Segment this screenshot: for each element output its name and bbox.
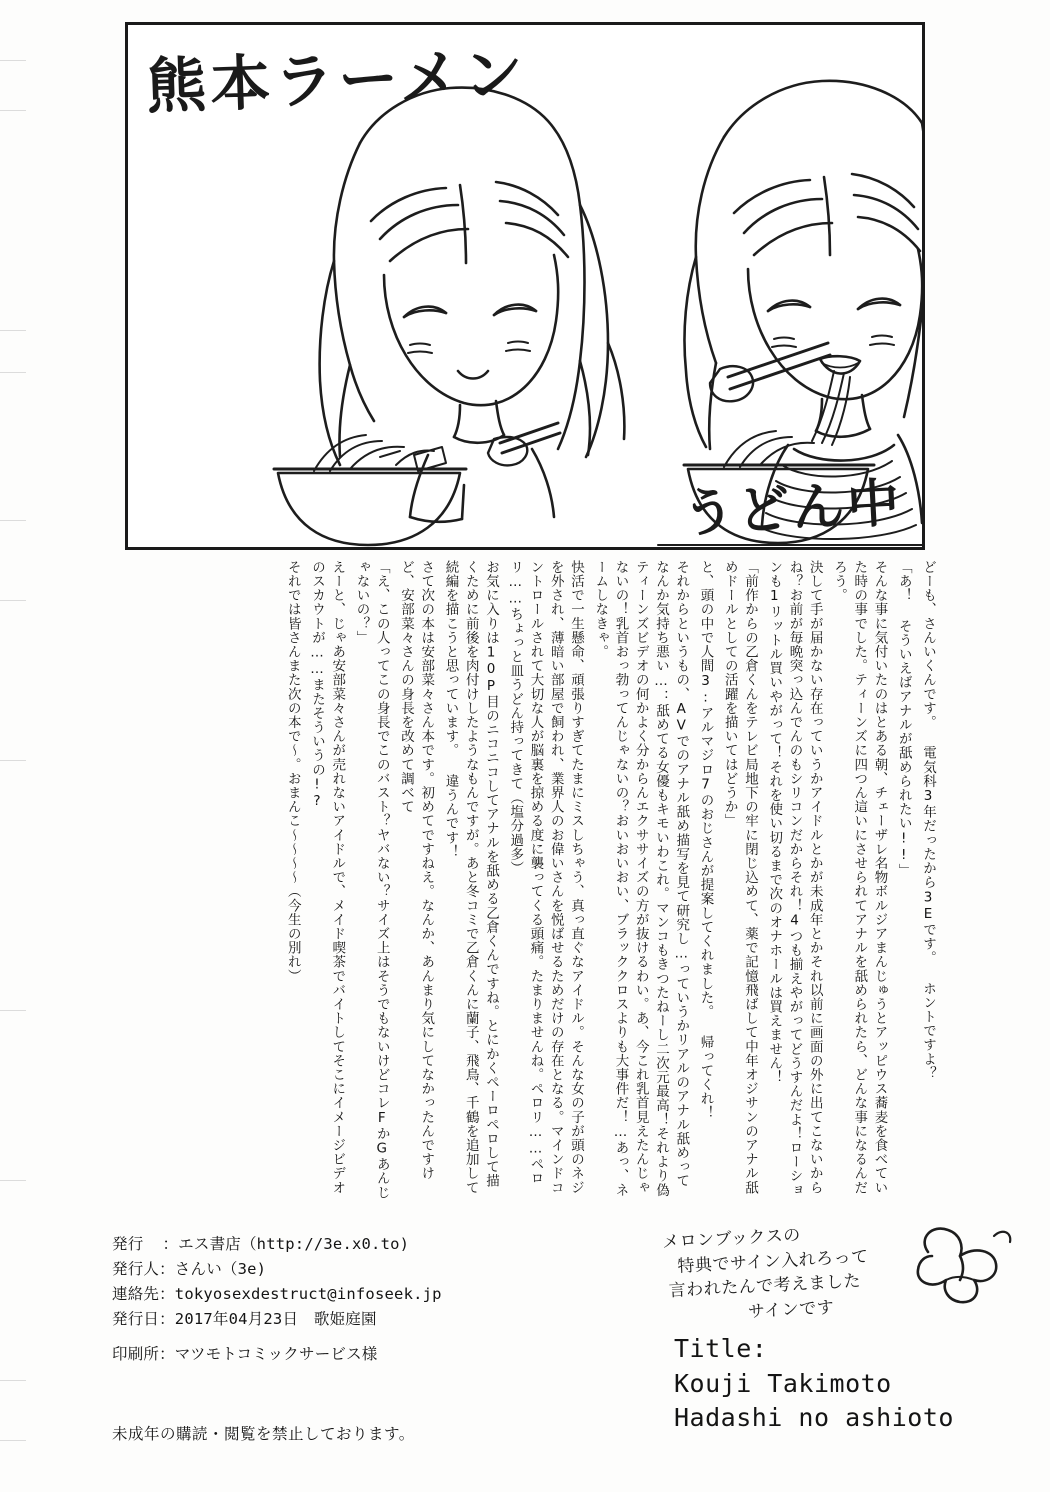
afterword-column: それからというもの、AVでのアナル舐め描写を見て研究し…っていうかリアルのアナル舐めってなんか気持ち悪い…：舐めてる女優もキモいわこれ。マンコもきつたねーし二次元最高！それより偽ティーンズビデオの何かよく分からんエクササイズの方が抜けるわい。あ、今これ乳首見えたんじゃないの！乳首おっ勃ってんじゃないの？おいおいおい、ブラッククロスよりも大事件だ！…あっ、ネームしなきゃ。 <box>592 560 690 1197</box>
work-title: Hadashi no ashioto <box>674 1403 954 1432</box>
afterword-column: 決して手が届かない存在っていうかアイドルとかが未成年とかそれ以前に画面の外に出てこないからね？お前が毎晩突っ込んでんのもシリコンだからそれ！4つも揃えやがってどうすんだよ！ローションも1リットル買いやがって！それを使い切るまで次のオナホールは買えません！ <box>766 560 823 1197</box>
signature-note-line: 言われたんで考えました <box>668 1271 862 1302</box>
signature-note-line: 特典でサイン入れろって <box>676 1246 870 1277</box>
signature-note-line: サインです <box>747 1297 835 1323</box>
afterword-column: どーも、さんいくんです。 電気科3年だったから3Eです。 ホントですよ？ <box>920 560 936 1081</box>
colophon-publish-date: 発行日：2017年04月23日 歌姫庭園 <box>112 1310 377 1329</box>
illustration-title-handwritten: 熊本ラーメン <box>145 39 529 123</box>
afterword-column: そんな事に気付いたのはとある朝、チェーザレ名物ボルジアまんじゅうとアッピウス蕎麦を食べていた時の事でした。ティーンズに四つん這いにさせられてアナルを舐められたら、どんな事になるんだろう。 <box>831 560 888 1195</box>
illustration-subtitle-handwritten: うどん中 <box>680 473 904 545</box>
colophon-printer: 印刷所：マツモトコミックサービス様 <box>112 1345 378 1364</box>
afterword-text-block <box>72 560 940 1220</box>
afterword-column: 快活で一生懸命、頑張りすぎてたまにミスしちゃう、真っ直ぐなアイドル。そんな女の子が頭のネジを外され、薄暗い部屋で飼われ、業界人のお偉いさんを悦ばせるためだけの存在となる。マインドコントロールされて大切な人が脳裏を掠める度に襲ってくる頭痛。たまりませんね。ペロリ……ペロリ……ちょっと皿うどん持ってきて（塩分過多） <box>507 560 584 1195</box>
signature-handwritten-note <box>662 1218 917 1330</box>
colophon-publisher: 発行 ：エス書店（http://3e.x0.to) <box>112 1235 410 1253</box>
afterword-column: 「前作からの乙倉くんをテレビ局地下の牢に閉じ込めて、薬で記憶飛ばして中年オジサンのアナル舐めドールとしての活躍を描いてはどうか」 <box>721 560 758 1195</box>
afterword-column: 「え、この人ってこの身長でこのバスト？ヤバない？サイズ上はそうでもないけどコレFかGあんじゃないの？」 <box>353 560 390 1200</box>
afterword-column: と、頭の中で人間3:アルマジロ7のおじさんが提案してくれました。 帰ってくれ！ <box>697 560 714 1120</box>
afterword-column: 「あ！ そういえばアナルが舐められたい!!」 <box>895 560 912 878</box>
page-edge-marks <box>0 0 30 1492</box>
afterword-column: それでは皆さんまた次の本で〜。おまんこ〜〜〜〜（今生の別れ） <box>284 560 301 983</box>
afterword-column: さて次の本は安部菜々さん本です。初めてですねえ。なんか、あんまり気にしてなかったんですけど、安部菜々さんの身長を改めて調べて <box>398 560 435 1181</box>
illustration-panel <box>125 22 925 550</box>
signature-area <box>660 1224 1020 1464</box>
author-name: Kouji Takimoto <box>674 1368 892 1398</box>
afterword-column: えーと、じゃあ安部菜々さんが売れないアイドルで、メイド喫茶でバイトしてそこにイメージビデオのスカウトが……またそういうの!? <box>309 560 346 1195</box>
signature-mark-icon <box>908 1218 1018 1308</box>
afterword-column: お気に入りは10P目のニコニコしてアナルを舐める乙倉くんですね。とにかくペーロペロして描くために前後を肉付けしたようなもんですが。あと冬コミで乙倉くんに蘭子、飛鳥、千鶴を追加して続編を描こうと思っています。 違うんです！ <box>442 560 499 1195</box>
colophon-publisher-person: 発行人：さんい（3e) <box>112 1260 267 1279</box>
signature-note-line: メロンブックスの <box>661 1225 802 1253</box>
title-block <box>674 1332 954 1436</box>
title-label: Title: <box>674 1334 768 1363</box>
colophon-contact: 連絡先：tokyosexdestruct@infoseek.jp <box>112 1285 442 1304</box>
colophon-block <box>112 1232 442 1368</box>
age-restriction-notice: 未成年の購読・閲覧を禁止しております。 <box>112 1425 415 1443</box>
